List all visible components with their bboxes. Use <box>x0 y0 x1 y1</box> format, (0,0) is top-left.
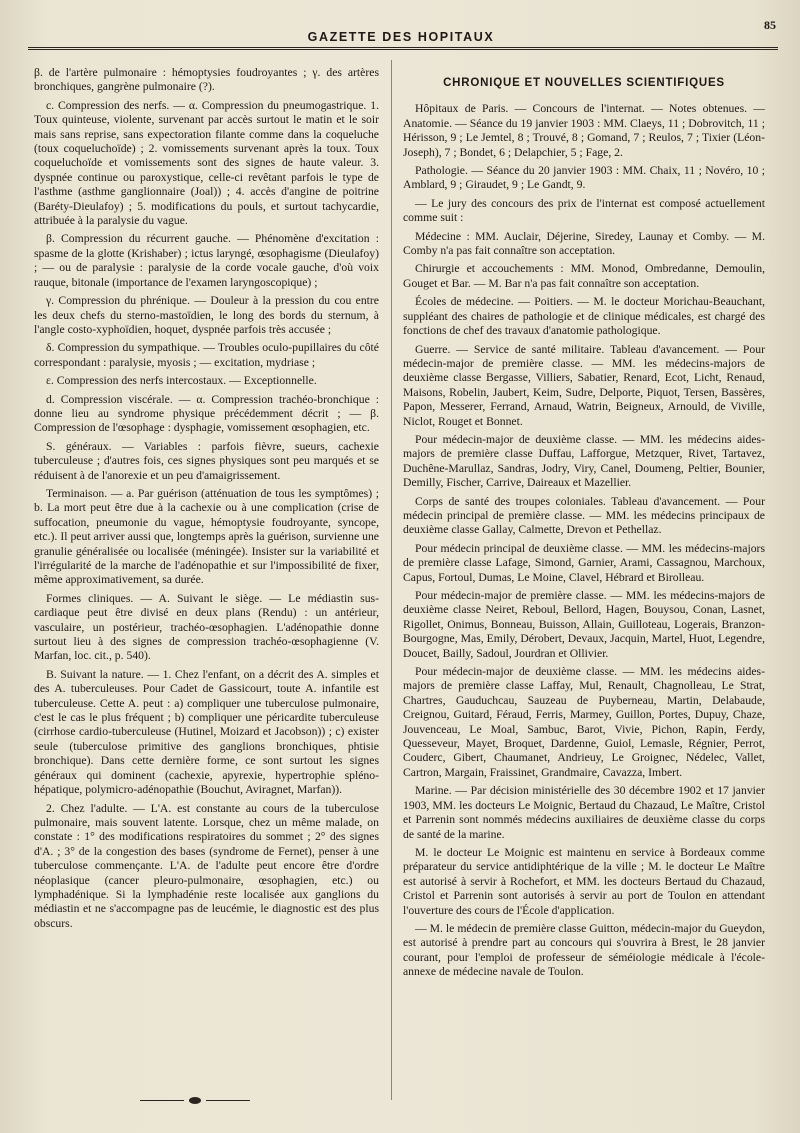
paragraph: Pour médecin-major de deuxième classe. — MM. les médecins aides-majors de première classe Duffau, Lafforgue, Metzquer, Rivet, Tartavez, Duchêne-Marullaz, Sandras, Jodry, Viry, Canel, Doumeng, Peltier, Bounier, Demilly, Fischer, Carrive, Daireaux et Mazellier. <box>403 432 765 490</box>
paragraph: S. généraux. — Variables : parfois fièvre, sueurs, cachexie tuberculeuse ; d'autres fois, ces signes physiques sont peu marqués et se réduisent à de l'anorexie et un peu d'amaigrissement. <box>34 439 379 482</box>
paragraph: ε. Compression des nerfs intercostaux. — Exceptionnelle. <box>46 374 317 388</box>
paragraph: Écoles de médecine. — Poitiers. — M. le docteur Morichau-Beauchant, suppléant des chaires de pathologie et de clinique médicales, est chargé des fonctions de chef des travaux d'anatomie pathologique. <box>403 295 765 338</box>
paragraph: B. Suivant la nature. — 1. Chez l'enfant, on a décrit des A. simples et des A. tuberculeuses. Pour Cadet de Gassicourt, toute A. infantile est tuberculeuse. Cette A. peut : a) compliquer une tuberculose pulmonaire, c'est le cas le plus fréquent ; b) compliquer une péricardite tuberculeuse (cirrhose cardio-tuberculeuse (Hutinel, Moizard et Jacobson)) ; c) exister seule (tuberculose primitive des ganglions bronchiques, phtisie bronchique). Dans cette dernière forme, ce sont surtout les signes généraux qui dominent (cachexie, apyrexie, hypertrophie spléno-hépatique, polymicro-adénopathie (Bouchut, Aviragnet, Marfan)). <box>34 667 379 797</box>
end-ornament <box>140 1097 250 1105</box>
paragraph: Guerre. — Service de santé militaire. Tableau d'avancement. — Pour médecin-major de première classe. — MM. les médecins-majors de deuxième classe Bergasse, Villiers, Sabatier, Renard, Ecot, Licht, Renaud, Maisons, Robelin, Jaubert, Keim, Sudre, Delporte, Piquot, Tersen, Bassères, Papon, Messerer, Ferrand, Arnaud, Watrin, Beigneux, Arnould, de Viville, Niclot, Rouget et Bonnet. <box>403 342 765 428</box>
section-title: CHRONIQUE ET NOUVELLES SCIENTIFIQUES <box>443 77 725 89</box>
journal-title: GAZETTE DES HOPITAUX <box>307 30 495 44</box>
paragraph: d. Compression viscérale. — α. Compression trachéo-bronchique : donne lieu au syndrome physique précédemment décrit ; — β. Compression de l'œsophage : dysphagie, vomissement œsophagien, etc. <box>34 392 379 435</box>
paragraph: Médecine : MM. Auclair, Déjerine, Siredey, Launay et Comby. — M. Comby n'a pas fait connaître son acceptation. <box>403 229 765 258</box>
paragraph: Hôpitaux de Paris. — Concours de l'internat. — Notes obtenues. — Anatomie. — Séance du 19 janvier 1903 : MM. Claeys, 11 ; Dobrovitch, 11 ; Hérisson, 9 ; Le Jemtel, 8 ; Trouvé, 8 ; Gomand, 7 ; Reulos, 7 ; Tixier (Léon-Joseph), 7 ; Bondet, 6 ; Delapchier, 5 ; Fage, 2. <box>403 102 765 159</box>
paragraph: c. Compression des nerfs. — α. Compression du pneumogastrique. 1. Toux quinteuse, violente, survenant par accès surtout le matin et le soir mais sans reprise, sans expectoration filante comme dans la coqueluche (toux coqueluchoïde) ; 2. vomissements survenant après la toux. Toux coqueluchoïde et vomissements sont des signes de haute valeur. 3. dyspnée continue ou paroxystique, celle-ci revêtant parfois le type de l'asthme (asthme ganglionnaire (Joal)) ; 4. accès d'angine de poitrine (Baréty-Dieulafoy) ; 5. modifications du pouls, et surtout tachycardie, attribuée à la paralysie du vague. <box>34 98 379 228</box>
paragraph: — M. le médecin de première classe Guitton, médecin-major du Gueydon, est autorisé à prendre part au concours qui s'ouvrira à Brest, le 28 janvier courant, pour l'emploi de professeur de séméiologie médicale à l'école-annexe de médecine navale de Toulon. <box>403 921 765 979</box>
column-divider <box>391 60 392 1100</box>
paragraph: δ. Compression du sympathique. — Troubles oculo-pupillaires du côté correspondant : paralysie, myosis ; — excitation, mydriase ; <box>34 341 379 369</box>
paragraph: Pour médecin-major de deuxième classe. — MM. les médecins aides-majors de première classe Laffay, Mul, Renault, Chagnolleau, Le Strat, Chartres, Gauduchcau, Sauzeau de Puyberneau, Martin, Delabaude, Creignou, Guitard, Féraud, Ferris, Marmey, Guillon, Portes, Dupuy, Chaze, Jouvenceau, Le Moal, Sambuc, Barot, Vivie, Pichon, Rapin, Ferdy, Quesseveur, Mayet, Broquet, Dardenne, Guiol, Lemasle, Régnier, Perrot, Couderc, Gibert, Chaumanet, Andrieuy, Le Groignec, Nédelec, Vallet, Cartron, Margain, Fraissinet, Grandmaire, Cavazza, Imbert. <box>403 665 765 779</box>
paragraph: Terminaison. — a. Par guérison (atténuation de tous les symptômes) ; b. La mort peut être due à la cachexie ou à une complication (crise de suffocation, pneumonie du vague, hémoptysie foudroyante, syncope, etc.). Il peut arriver aussi que, longtemps après la guérison, survienne une granulie généralisée ou localisée (méningée). Insister sur la variabilité et l'irrégularité de la marche de l'adénopathie et sur l'impossibilité de fixer, même approximativement, sa durée. <box>34 486 379 587</box>
paragraph: Pathologie. — Séance du 20 janvier 1903 : MM. Chaix, 11 ; Novéro, 10 ; Amblard, 9 ; Giraudet, 9 ; Le Gandt, 9. <box>403 164 765 192</box>
right-column <box>403 66 765 984</box>
paragraph: Pour médecin-major de première classe. — MM. les médecins-majors de deuxième classe Neiret, Reboul, Bellord, Hagen, Bouysou, Conan, Lasnet, Rigollet, Onimus, Bonneau, Buisson, Allain, Guilloteau, Logerais, Branzon-Bourgogne, Mas, Emily, Dérobert, Devaux, Jacquin, Martel, Huot, Legendre, Doucet, Bailly, Sadoul, Jourdran et Ollivier. <box>403 589 765 660</box>
ornament-line-right <box>206 1100 250 1101</box>
paragraph: Marine. — Par décision ministérielle des 30 décembre 1902 et 17 janvier 1903, MM. les docteurs Le Moignic, Bertaud du Chazaud, Le Maître, Cristol et Parrenin sont nommés médecins auxiliaires de deuxième classe du corps de santé de la marine. <box>403 784 765 841</box>
header-rule <box>28 47 778 50</box>
paragraph: — Le jury des concours des prix de l'internat est composé actuellement comme suit : <box>403 196 765 225</box>
page-number: 85 <box>764 18 776 32</box>
paragraph: β. Compression du récurrent gauche. — Phénomène d'excitation : spasme de la glotte (Krishaber) ; ictus laryngé, œsophagisme (Dieulafoy) ; — ou de paralysie : paralysie de la corde vocale gauche, d'où voix rauque, bitonale (importance de l'examen laryngoscopique) ; <box>34 232 379 289</box>
ornament-center <box>189 1097 201 1104</box>
paragraph: γ. Compression du phrénique. — Douleur à la pression du cou entre les deux chefs du sterno-mastoïdien, le long des bords du sternum, à l'angle costo-xyphoïdien, hoquet, dyspnée parfois très accusée ; <box>34 294 379 336</box>
paragraph: 2. Chez l'adulte. — L'A. est constante au cours de la tuberculose pulmonaire, mais souvent latente. Lorsque, chez un même malade, on constate : 1° des modifications respiratoires du sommet ; 2° des signes d'A. ; 3° de la congestion des bases (syndrome de Fernet), penser à une tuberculose commençante. L'A. de l'adulte peut encore être d'ordre néoplasique (cancer pleuro-pulmonaire, œsophagien, etc.) ou lymphadénique. Si la lymphadénie reste localisée aux ganglions du médiastin et ne s'accompagne pas de leucémie, le diagnostic est des plus obscurs. <box>34 801 379 930</box>
paragraph: β. de l'artère pulmonaire : hémoptysies foudroyantes ; γ. des artères bronchiques, gangrène pulmonaire (?). <box>34 66 379 94</box>
paragraph: M. le docteur Le Moignic est maintenu en service à Bordeaux comme préparateur du service antidiphtérique de la ville ; M. le docteur Le Maître est autorisé à servir à Rochefort, et MM. les docteurs Bertaud du Chazaud, Cristol et Parrenin sont autorisés à servir au port de Toulon en attendant l'ouverture des cours de l'École d'application. <box>403 845 765 917</box>
paragraph: Pour médecin principal de deuxième classe. — MM. les médecins-majors de première classe Lafage, Simond, Garnier, Arami, Cassagnou, Marchoux, Capus, Fortoul, Dumas, Le Moine, Clavel, Hébrard et Birolleau. <box>403 541 765 584</box>
paragraph: Corps de santé des troupes coloniales. Tableau d'avancement. — Pour médecin principal de première classe. — MM. les médecins principaux de deuxième classe Gallay, Calmette, Drevon et Pethellaz. <box>403 494 765 537</box>
paragraph: Chirurgie et accouchements : MM. Monod, Ombredanne, Demoulin, Gouget et Bar. — M. Bar n'a pas fait connaître son acceptation. <box>403 262 765 290</box>
ornament-line-left <box>140 1100 184 1101</box>
left-column <box>34 66 379 935</box>
paragraph: Formes cliniques. — A. Suivant le siège. — Le médiastin sus-cardiaque peut être divisé en deux plans (Rendu) : un antérieur, vasculaire, un postérieur, trachéo-œsophagien. L'adénopathie donne surtout lieu à des signes de compression trachéo-œsophagienne (V. Marfan, loc. cit., p. 540). <box>34 591 379 663</box>
